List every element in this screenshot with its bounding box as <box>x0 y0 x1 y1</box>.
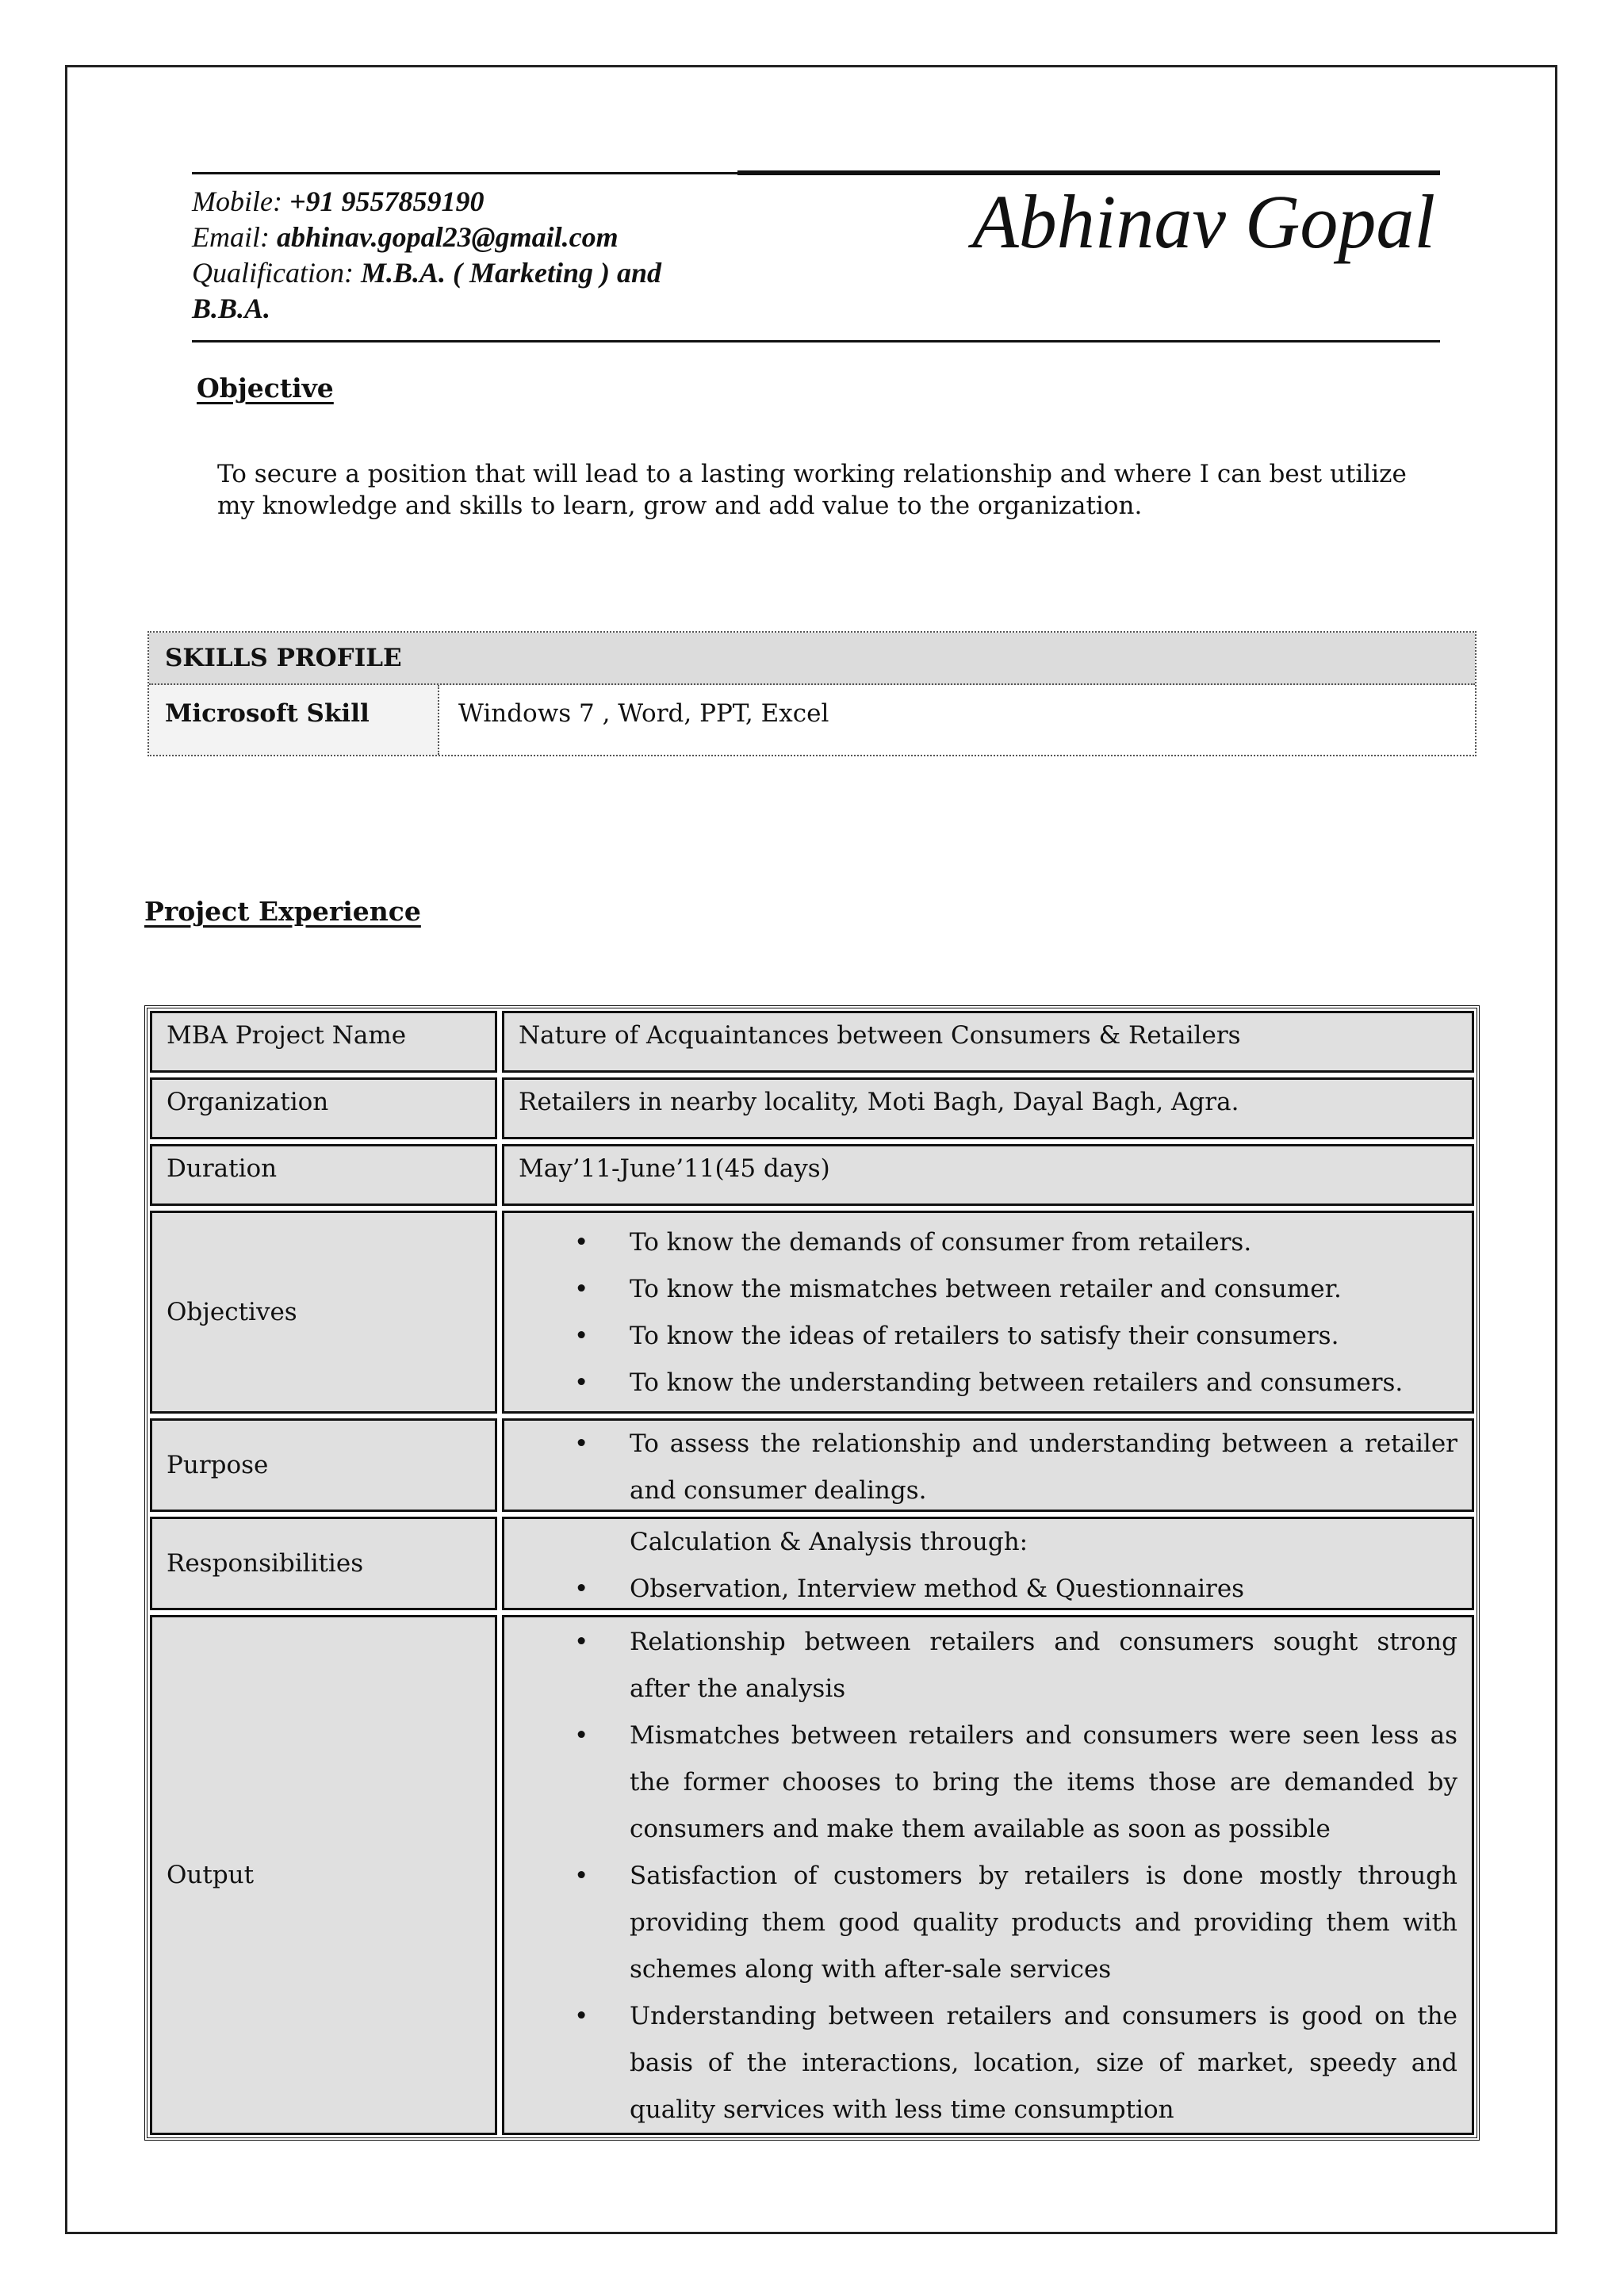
qualification-line <box>192 255 731 327</box>
project-name-label: MBA Project Name <box>150 1011 497 1073</box>
responsibilities-label-text: Responsibilities <box>167 1549 364 1578</box>
table-row <box>147 1008 1477 1075</box>
list-item: • Satisfaction of customers by retailers is done mostly through providing them good quality products and providing them with schemes along with after-sale services <box>519 1853 1457 1993</box>
list-item: • Understanding between retailers and consumers is good on the basis of the interactions, location, size of market, speedy and quality services with less time consumption <box>519 1993 1457 2133</box>
objectives-label-text: Objectives <box>167 1298 297 1326</box>
purpose-label-text: Purpose <box>167 1451 269 1479</box>
objective-heading: Objective <box>197 373 334 404</box>
mobile-label: Mobile: <box>192 186 282 217</box>
purpose-cell <box>502 1418 1474 1512</box>
project-heading: Project Experience <box>144 896 421 927</box>
list-item: • To know the understanding between retailers and consumers. <box>519 1360 1457 1406</box>
output-cell <box>502 1615 1474 2135</box>
header-top-rule-thick <box>737 170 1440 175</box>
duration-label: Duration <box>150 1144 497 1206</box>
table-row <box>147 1075 1477 1142</box>
responsibilities-intro: Calculation & Analysis through: <box>630 1528 1028 1556</box>
objective-text: To secure a position that will lead to a lasting working relationship and where I can best utilize my knowledge and skills to learn, grow and add value to the organization. <box>217 460 1407 520</box>
table-row <box>147 1416 1477 1514</box>
qualification-label: Qualification: <box>192 257 354 289</box>
output-label-text: Output <box>167 1861 255 1889</box>
mobile-line <box>192 184 731 220</box>
duration-value: May’11-June’11(45 days) <box>502 1144 1474 1206</box>
list-item: • To know the demands of consumer from retailers. <box>519 1219 1457 1266</box>
mobile-value: +91 9557859190 <box>289 186 485 217</box>
project-table <box>144 1005 1480 2141</box>
email-label: Email: <box>192 221 270 253</box>
email-line <box>192 220 731 255</box>
qualification-value: M.B.A. ( Marketing ) and B.B.A. <box>192 257 662 324</box>
skills-row <box>149 685 1475 755</box>
project-name-value: Nature of Acquaintances between Consumers & Retailers <box>502 1011 1474 1073</box>
skills-heading: SKILLS PROFILE <box>149 633 1475 685</box>
list-item: • Observation, Interview method & Questionnaires <box>519 1566 1457 1613</box>
responsibilities-cell <box>502 1517 1474 1610</box>
list-item: • Relationship between retailers and consumers sought strong after the analysis <box>519 1619 1457 1712</box>
table-row <box>147 1208 1477 1416</box>
email-value: abhinav.gopal23@gmail.com <box>276 221 619 253</box>
header-bottom-rule <box>192 340 1440 342</box>
contact-block <box>192 184 731 327</box>
skills-table <box>147 631 1477 756</box>
candidate-name: Abhinav Gopal <box>972 179 1435 264</box>
table-row <box>147 1142 1477 1208</box>
organization-value: Retailers in nearby locality, Moti Bagh, Dayal Bagh, Agra. <box>502 1077 1474 1139</box>
organization-label: Organization <box>150 1077 497 1139</box>
output-label <box>150 1615 497 2135</box>
objectives-label <box>150 1211 497 1414</box>
list-item: • Mismatches between retailers and consumers were seen less as the former chooses to bring the items those are demanded by consumers and make them available as soon as possible <box>519 1712 1457 1853</box>
skill-value: Windows 7 , Word, PPT, Excel <box>458 699 829 728</box>
purpose-label <box>150 1418 497 1512</box>
skill-label: Microsoft Skill <box>149 685 439 755</box>
list-item: • To know the ideas of retailers to satisfy their consumers. <box>519 1313 1457 1360</box>
table-row <box>147 1613 1477 2137</box>
list-item: • To assess the relationship and understanding between a retailer and consumer dealings. <box>519 1421 1457 1514</box>
objectives-cell <box>502 1211 1474 1414</box>
responsibilities-label <box>150 1517 497 1610</box>
table-row <box>147 1514 1477 1613</box>
list-item: • To know the mismatches between retailer and consumer. <box>519 1266 1457 1313</box>
